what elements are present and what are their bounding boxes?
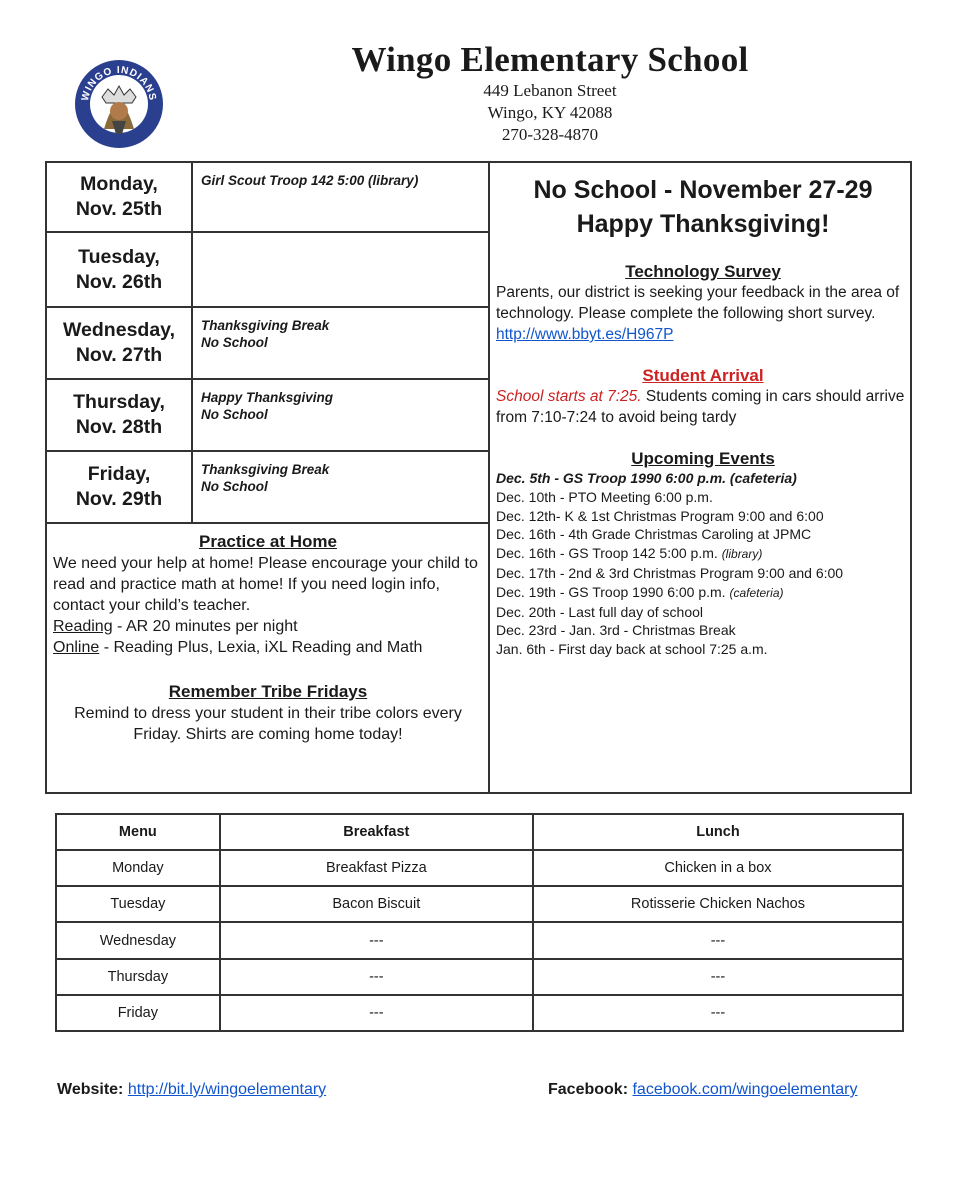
facebook-label: Facebook:	[548, 1081, 629, 1098]
day-date: Nov. 28th	[75, 416, 163, 438]
day-row-monday	[47, 163, 490, 233]
day-date: Nov. 27th	[75, 344, 163, 366]
practice-body: We need your help at home! Please encourage your child to read and practice math at home! If you need login info, contact your child’s teacher.	[53, 555, 478, 614]
website-footer	[57, 1081, 326, 1099]
day-note: Happy Thanksgiving	[201, 390, 334, 405]
lunch-cell: Chicken in a box	[533, 850, 903, 886]
address-line-2: Wingo, KY 42088	[487, 103, 613, 122]
tech-survey-body	[496, 282, 910, 345]
day-label	[47, 308, 193, 378]
day-name: Wednesday,	[63, 319, 175, 341]
tech-survey-text: Parents, our district is seeking your feedback in the area of technology. Please complete the following short survey.	[496, 284, 900, 322]
breakfast-cell: ---	[220, 995, 533, 1031]
weekly-calendar-box	[45, 161, 912, 794]
breakfast-cell: ---	[220, 959, 533, 995]
day-date: Nov. 25th	[75, 198, 163, 220]
tribe-title: Remember Tribe Fridays	[168, 682, 368, 701]
breakfast-cell: ---	[220, 922, 533, 958]
no-school-heading: No School - November 27-29	[533, 176, 873, 204]
menu-day: Monday	[56, 850, 220, 886]
menu-day: Thursday	[56, 959, 220, 995]
event-item	[496, 525, 910, 544]
day-name: Monday,	[80, 173, 158, 195]
day-row-wednesday	[47, 308, 490, 380]
event-item	[496, 603, 910, 622]
lunch-cell: ---	[533, 995, 903, 1031]
event-item	[496, 583, 910, 603]
website-label: Website:	[57, 1081, 124, 1098]
day-label	[47, 452, 193, 522]
arrival-title: Student Arrival	[642, 366, 764, 385]
letterhead	[300, 40, 800, 146]
day-label	[47, 163, 193, 231]
event-text: Dec. 12th- K & 1st Christmas Program 9:00 and 6:00	[496, 507, 824, 524]
event-note: (cafeteria)	[729, 585, 784, 600]
practice-title: Practice at Home	[199, 532, 337, 551]
menu-day: Friday	[56, 995, 220, 1031]
announcements-column	[496, 163, 910, 659]
lunch-header: Lunch	[533, 814, 903, 850]
table-row	[56, 995, 903, 1031]
event-item	[496, 621, 910, 640]
facebook-link[interactable]: facebook.com/wingoelementary	[632, 1081, 858, 1098]
event-item	[496, 564, 910, 583]
breakfast-cell: Bacon Biscuit	[220, 886, 533, 922]
event-item	[496, 640, 910, 659]
menu-day: Wednesday	[56, 922, 220, 958]
lunch-cell: ---	[533, 959, 903, 995]
website-link[interactable]: http://bit.ly/wingoelementary	[127, 1081, 327, 1098]
day-date: Nov. 26th	[75, 270, 163, 293]
arrival-text: Students coming in cars should arrive from 7:10-7:24 to avoid being tardy	[496, 388, 905, 426]
school-logo	[74, 59, 164, 149]
lunch-menu-table	[55, 813, 904, 1032]
facebook-footer	[548, 1081, 857, 1099]
day-note: Thanksgiving Break	[201, 318, 330, 333]
logo-text: WINGO INDIANS	[79, 64, 158, 103]
day-label	[47, 380, 193, 450]
day-note: Girl Scout Troop 142 5:00 (library)	[201, 173, 419, 188]
online-label: Online	[53, 639, 100, 656]
day-notes	[201, 461, 329, 495]
breakfast-cell: Breakfast Pizza	[220, 850, 533, 886]
reading-line	[53, 616, 483, 637]
arrival-body	[496, 386, 910, 428]
event-text: Jan. 6th - First day back at school 7:25 a.m.	[496, 641, 768, 658]
event-item	[496, 469, 910, 488]
menu-header-row	[56, 814, 903, 850]
events-title: Upcoming Events	[631, 449, 775, 468]
reading-text: - AR 20 minutes per night	[112, 618, 298, 635]
event-text: Dec. 16th - GS Troop 142 5:00 p.m.	[496, 545, 722, 562]
day-label	[47, 233, 193, 306]
table-row	[56, 959, 903, 995]
phone-number: 270-328-4870	[501, 125, 599, 144]
day-notes	[201, 317, 329, 351]
event-text: Dec. 5th - GS Troop 1990 6:00 p.m. (cafeteria)	[496, 470, 797, 486]
event-text: Dec. 19th - GS Troop 1990 6:00 p.m.	[496, 583, 730, 600]
tech-survey-title: Technology Survey	[625, 262, 781, 281]
online-text: - Reading Plus, Lexia, iXL Reading and Math	[99, 639, 423, 656]
lunch-cell: Rotisserie Chicken Nachos	[533, 886, 903, 922]
day-name: Thursday,	[73, 391, 165, 413]
event-item	[496, 488, 910, 507]
survey-link[interactable]: http://www.bbyt.es/H967P	[496, 326, 674, 343]
day-row-friday	[47, 452, 490, 524]
event-text: Dec. 16th - 4th Grade Christmas Caroling at JPMC	[496, 526, 812, 543]
event-note: (library)	[721, 547, 763, 562]
online-line	[53, 637, 483, 658]
events-list	[496, 469, 910, 659]
day-row-thursday	[47, 380, 490, 452]
table-row	[56, 850, 903, 886]
lunch-cell: ---	[533, 922, 903, 958]
day-note: No School	[201, 335, 268, 350]
menu-day: Tuesday	[56, 886, 220, 922]
day-row-tuesday	[47, 233, 490, 308]
practice-section	[53, 531, 483, 745]
reading-label: Reading	[53, 618, 113, 635]
event-text: Dec. 23rd - Jan. 3rd - Christmas Break	[496, 622, 736, 639]
event-item	[496, 544, 910, 564]
day-notes	[201, 389, 333, 423]
start-time-text: School starts at 7:25.	[496, 388, 642, 405]
day-name: Tuesday,	[78, 245, 160, 268]
day-note: Thanksgiving Break	[201, 462, 330, 477]
event-item	[496, 507, 910, 526]
tribe-body: Remind to dress your student in their tribe colors every Friday. Shirts are coming home today!	[74, 705, 462, 743]
menu-header: Menu	[56, 814, 220, 850]
thanksgiving-heading: Happy Thanksgiving!	[576, 210, 830, 238]
table-row	[56, 886, 903, 922]
event-text: Dec. 10th - PTO Meeting 6:00 p.m.	[496, 488, 713, 505]
table-row	[56, 922, 903, 958]
day-name: Friday,	[87, 463, 151, 485]
school-name: Wingo Elementary School	[351, 40, 749, 79]
day-notes	[201, 172, 418, 189]
event-text: Dec. 17th - 2nd & 3rd Christmas Program 9:00 and 6:00	[496, 564, 844, 581]
address-line-1: 449 Lebanon Street	[483, 81, 617, 100]
breakfast-header: Breakfast	[220, 814, 533, 850]
day-note: No School	[201, 479, 268, 494]
event-text: Dec. 20th - Last full day of school	[496, 603, 703, 620]
day-note: No School	[201, 407, 268, 422]
day-date: Nov. 29th	[75, 488, 163, 510]
